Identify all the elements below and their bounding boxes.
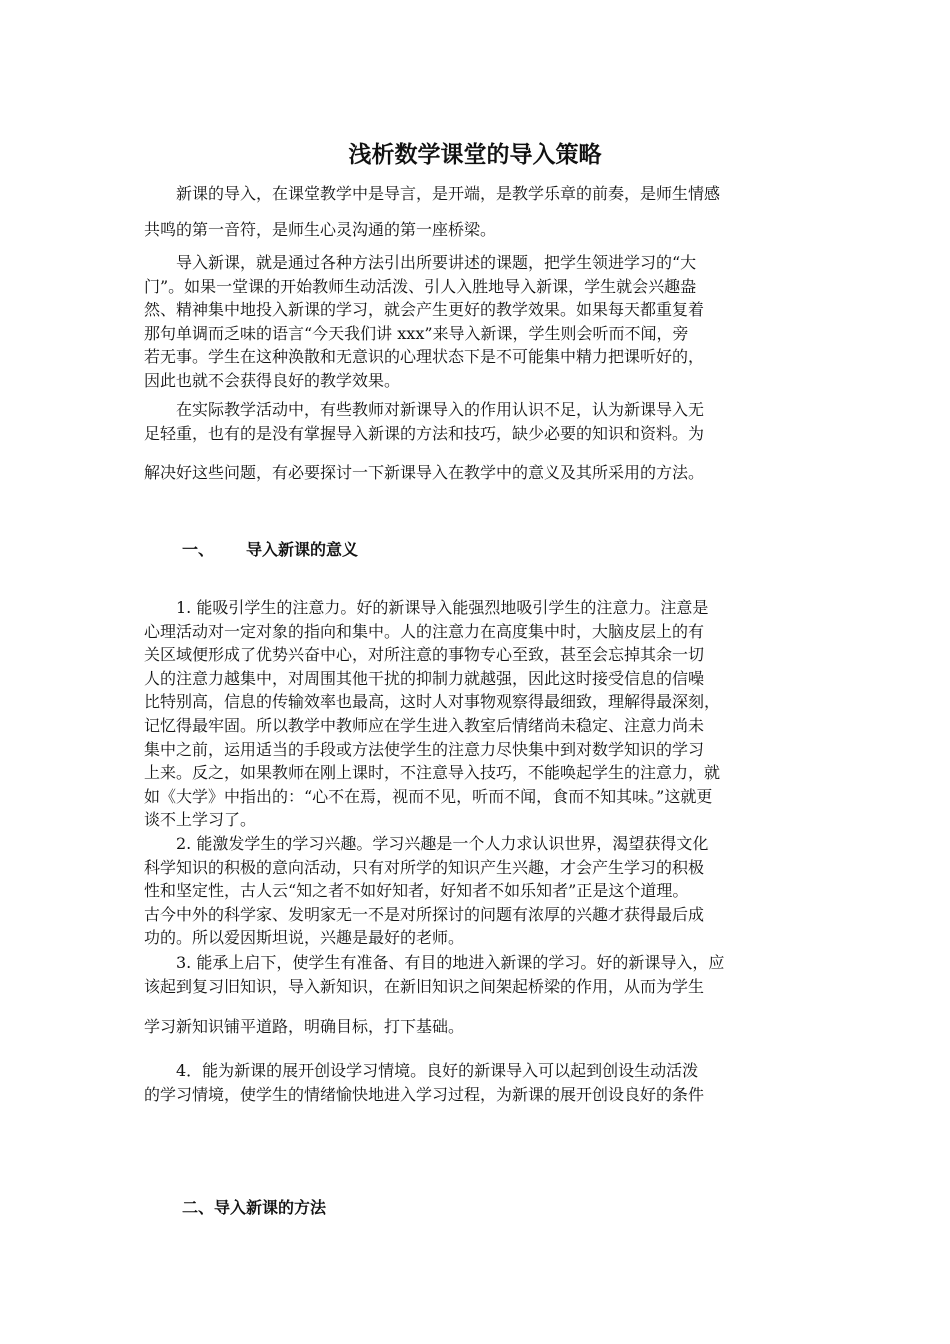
text-line: 1. 能吸引学生的注意力。好的新课导入能强烈地吸引学生的注意力。注意是 (144, 598, 709, 617)
text-line: 如《大学》中指出的：“心不在焉，视而不见，听而不闻，食而不知其味。”这就更 (144, 786, 713, 806)
intro-paragraph-2 (144, 251, 807, 392)
intro-paragraph-3-b (144, 461, 807, 485)
text-line: 然、精神集中地投入新课的学习，就会产生更好的教学效果。如果每天都重复着 (144, 300, 705, 319)
text-line: 记忆得最牢固。所以教学中教师应在学生进入教室后情绪尚未稳定、注意力尚未 (144, 715, 705, 735)
text-line: 功的。所以爱因斯坦说，兴趣是最好的老师。 (144, 928, 465, 948)
text-line: 门”。如果一堂课的开始教师生动活泼、引人入胜地导入新课，学生就会兴趣盎 (144, 276, 697, 296)
text-line: 那句单调而乏味的语言“今天我们讲 xxx”来导入新课，学生则会听而不闻，旁 (144, 323, 689, 343)
text-line: 足轻重，也有的是没有掌握导入新课的方法和技巧，缺少必要的知识和资料。为 (144, 424, 705, 443)
document-title: 浅析数学课堂的导入策略 (348, 142, 602, 168)
text-line: 比特别高，信息的传输效率也最高，这时人对事物观察得最细致，理解得最深刻， (144, 692, 721, 712)
text-line: 古今中外的科学家、发明家无一不是对所探讨的问题有浓厚的兴趣才获得最后成 (144, 904, 705, 924)
text-line: 新课的导入，在课堂教学中是导言，是开端，是教学乐章的前奏，是师生情感 (144, 184, 721, 203)
text-line: 3. 能承上启下，使学生有准备、有目的地进入新课的学习。好的新课导入，应 (144, 953, 725, 972)
text-line: 集中之前，运用适当的手段或方法使学生的注意力尽快集中到对数学知识的学习 (144, 739, 705, 759)
text-line: 性和坚定性，古人云“知之者不如好知者，好知者不如乐知者”正是这个道理。 (144, 881, 689, 901)
section-1-number: 一、 (182, 540, 215, 559)
text-line: 2. 能激发学生的学习兴趣。学习兴趣是一个人力求认识世界，渴望获得文化 (144, 834, 709, 853)
item-3-paragraph-a (144, 951, 807, 999)
text-line: 因此也就不会获得良好的教学效果。 (144, 370, 401, 390)
text-line: 在实际教学活动中，有些教师对新课导入的作用认识不足，认为新课导入无 (144, 400, 705, 419)
text-line: 该起到复习旧知识，导入新知识，在新旧知识之间架起桥梁的作用，从而为学生 (144, 977, 705, 996)
text-line: 谈不上学习了。 (144, 810, 257, 830)
text-line: 导入新课，就是通过各种方法引出所要讲述的课题，把学生领进学习的“大 (144, 253, 697, 272)
text-line: 共鸣的第一音符，是师生心灵沟通的第一座桥梁。 (144, 220, 497, 239)
item-3-paragraph-b (144, 1015, 807, 1039)
item-1-paragraph (144, 596, 807, 832)
text-line: 解决好这些问题，有必要探讨一下新课导入在教学中的意义及其所采用的方法。 (144, 463, 705, 482)
text-line: 4．能为新课的展开创设学习情境。良好的新课导入可以起到创设生动活泼 (144, 1061, 699, 1080)
section-1-heading: 导入新课的意义 (246, 540, 359, 559)
text-line: 上来。反之，如果教师在刚上课时，不注意导入技巧，不能唤起学生的注意力，就 (144, 763, 721, 783)
text-line: 若无事。学生在这种涣散和无意识的心理状态下是不可能集中精力把课听好的， (144, 347, 705, 366)
section-2-heading: 二、导入新课的方法 (182, 1198, 327, 1217)
text-line: 心理活动对一定对象的指向和集中。人的注意力在高度集中时，大脑皮层上的有 (144, 621, 705, 641)
text-line: 人的注意力越集中，对周围其他干扰的抑制力就越强，因此这时接受信息的信噪 (144, 668, 705, 688)
intro-paragraph-3-a (144, 398, 807, 446)
item-2-paragraph (144, 832, 807, 950)
intro-paragraph-1 (144, 176, 807, 248)
text-line: 学习新知识铺平道路，明确目标，打下基础。 (144, 1017, 465, 1036)
text-line: 科学知识的积极的意向活动，只有对所学的知识产生兴趣，才会产生学习的积极 (144, 857, 705, 877)
item-4-paragraph (144, 1059, 807, 1107)
text-line: 的学习情境，使学生的情绪愉快地进入学习过程，为新课的展开创设良好的条件 (144, 1085, 705, 1104)
text-line: 关区域便形成了优势兴奋中心，对所注意的事物专心至致，甚至会忘掉其余一切 (144, 645, 705, 665)
